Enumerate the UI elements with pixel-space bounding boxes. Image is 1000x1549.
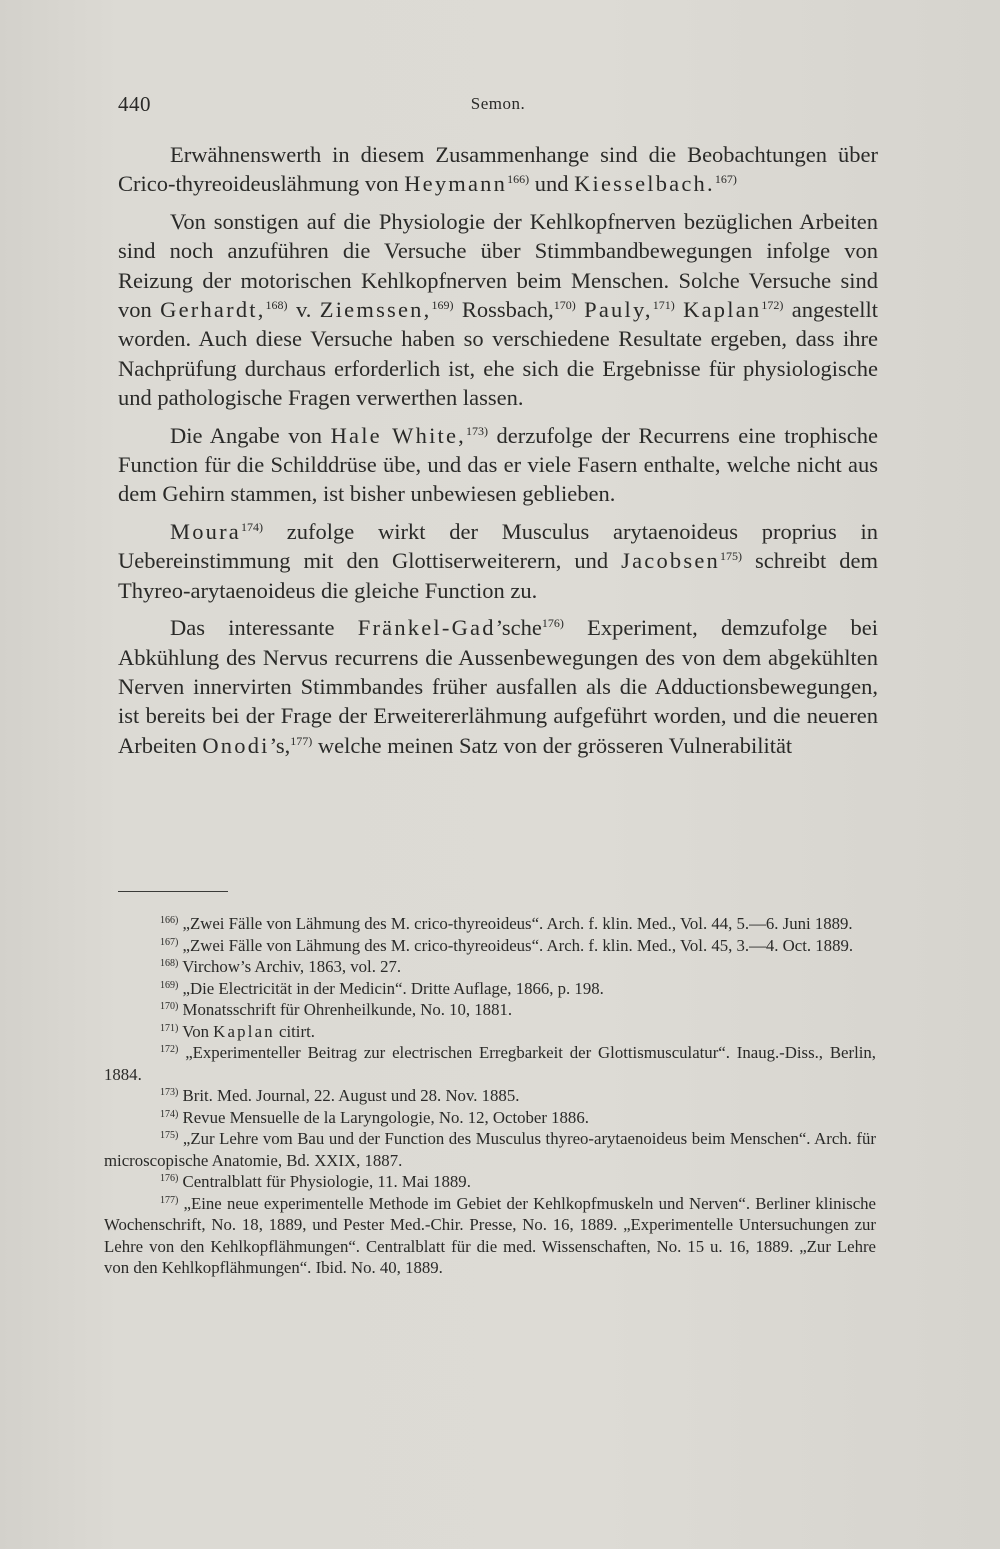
spaced-name: Jacobsen xyxy=(621,548,720,574)
text-run: zufolge wirkt der Musculus arytaenoideus proprius in Uebereinstimmung mit den Glottiserweiterern, und xyxy=(118,518,878,574)
footnote-reference[interactable]: 169) xyxy=(431,298,454,313)
page-header xyxy=(118,92,878,122)
spaced-name: Fränkel-Gad xyxy=(357,615,496,641)
footnote-number: 166) xyxy=(160,915,179,926)
spaced-name: Heymann xyxy=(404,171,508,197)
footnote xyxy=(104,1171,876,1193)
footnote-number: 172) xyxy=(160,1044,179,1055)
footnote-divider xyxy=(118,891,228,892)
text-run: „Zur Lehre vom Bau und der Function des Musculus thyreo-arytaenoideus beim Menschen“. Arch. für microscopische Anatomie, Bd. XXIX, 1887. xyxy=(104,1129,876,1170)
spaced-name: Kaplan xyxy=(683,297,762,323)
text-run xyxy=(675,297,683,322)
text-run: welche meinen Satz von der grösseren Vulnerabilität xyxy=(312,732,793,758)
spaced-name: Gerhardt, xyxy=(160,297,266,323)
text-run: „Experimenteller Beitrag zur electrischen Erregbarkeit der Glottismusculatur“. Inaug.-Diss., Berlin, 1884. xyxy=(104,1043,876,1084)
footnote-number: 177) xyxy=(160,1194,179,1206)
footnote xyxy=(104,1042,876,1085)
text-run: Erwähnenswerth in diesem Zusammenhange sind die Beobachtungen über Crico-thyreoideuslähmung von xyxy=(118,142,878,197)
text-run: Monatsschrift für Ohrenheilkunde, No. 10, 1881. xyxy=(178,1000,513,1019)
spaced-name: Pauly, xyxy=(584,297,653,323)
footnote-reference[interactable]: 171) xyxy=(652,298,675,313)
footnote xyxy=(104,935,876,957)
text-run: Von sonstigen auf die Physiologie der Kehlkopfnerven bezüglichen Arbeiten sind noch anzuführen die Versuche über Stimmbandbewegungen infolge von Reizung der motorischen Kehlkopfnerven beim Menschen. Solche Versuche sind von xyxy=(118,208,878,323)
text-run xyxy=(576,297,584,322)
text-run: Virchow’s Archiv, 1863, vol. 27. xyxy=(178,957,402,976)
text-run: Von xyxy=(178,1021,214,1041)
text-run: Experiment, demzufolge bei Abkühlung des Nervus recurrens die Aussenbewegungen des von dem abgekühlten Nerven innervirten Stimmbandes früher ausfallen als die Adductionsbewegungen, ist bereits bei der Frage der Erweitererlähmung aufgeführt worden, und die neueren Arbeiten xyxy=(118,615,879,758)
footnote-reference[interactable]: 174) xyxy=(241,519,263,534)
text-run: Das interessante xyxy=(170,615,358,641)
text-run: „Die Electricität in der Medicin“. Dritte Auflage, 1866, p. 198. xyxy=(178,978,604,998)
spaced-name: Moura xyxy=(170,518,241,544)
paragraph xyxy=(118,207,878,413)
text-run: „Zwei Fälle von Lähmung des M. crico-thyreoideus“. Arch. f. klin. Med., Vol. 45, 3.—4. Oct. 1889. xyxy=(178,935,854,955)
paragraph xyxy=(118,140,878,199)
footnote xyxy=(104,913,876,935)
text-run: citirt. xyxy=(274,1021,315,1041)
main-text xyxy=(118,140,878,760)
spaced-name: Kiesselbach. xyxy=(574,171,715,197)
footnote xyxy=(104,978,876,1000)
spaced-name: Onodi xyxy=(202,732,270,758)
text-run: Brit. Med. Journal, 22. August und 28. Nov. 1885. xyxy=(178,1086,520,1105)
footnote xyxy=(104,1128,876,1171)
footnote-number: 167) xyxy=(160,936,179,948)
footnote-reference[interactable]: 176) xyxy=(541,616,564,631)
footnote-number: 175) xyxy=(160,1130,179,1141)
paragraph xyxy=(118,517,878,605)
text-run: ’s, xyxy=(269,732,291,758)
footnote xyxy=(104,1021,876,1043)
footnote-reference[interactable]: 175) xyxy=(719,549,742,564)
footnote-number: 168) xyxy=(160,958,179,969)
paragraph xyxy=(118,613,878,760)
footnote xyxy=(104,1107,876,1129)
spaced-name: Hale White, xyxy=(330,422,466,448)
text-run: und xyxy=(529,171,575,197)
footnote-reference[interactable]: 177) xyxy=(290,733,313,748)
footnote-number: 169) xyxy=(160,979,179,991)
footnote-reference[interactable]: 166) xyxy=(507,172,530,187)
footnote-number: 171) xyxy=(160,1022,179,1034)
page-number: 440 xyxy=(118,92,151,116)
text-run: Centralblatt für Physiologie, 11. Mai 1889. xyxy=(178,1172,471,1191)
footnote xyxy=(104,956,876,978)
spaced-name: Kaplan xyxy=(213,1021,275,1041)
running-head: Semon. xyxy=(470,94,526,113)
footnote-reference[interactable]: 173) xyxy=(465,423,488,438)
text-run: v. xyxy=(287,297,320,323)
footnote-reference[interactable]: 167) xyxy=(714,172,737,187)
text-run: Die Angabe von xyxy=(170,422,331,448)
footnotes xyxy=(104,913,876,1279)
footnote-reference[interactable]: 170) xyxy=(553,298,576,313)
footnote-number: 176) xyxy=(160,1173,179,1184)
footnote-number: 173) xyxy=(160,1087,179,1098)
footnote-reference[interactable]: 172) xyxy=(761,298,784,313)
text-run: Rossbach, xyxy=(453,297,554,323)
footnote-number: 174) xyxy=(160,1108,179,1120)
text-run: angestellt worden. Auch diese Versuche haben so verschiedene Resultate ergeben, dass ihre Nachprüfung durchaus erforderlich ist, ehe sich die Ergebnisse für physiologische und pathologische Fragen verwerthen lassen. xyxy=(118,297,878,411)
footnote-reference[interactable]: 168) xyxy=(265,298,288,313)
footnote xyxy=(104,1193,876,1279)
text-run: ’sche xyxy=(495,615,542,641)
text-run: „Eine neue experimentelle Methode im Gebiet der Kehlkopfmuskeln und Nerven“. Berliner klinische Wochenschrift, No. 18, 1889, und Pester Med.-Chir. Presse, No. 16, 1889. „Experimentelle Untersuchungen zur Lehre von den Kehlkopflähmungen“. Centralblatt für die med. Wissenschaften, No. 15 u. 16, 1889. „Zur Lehre von den Kehlkopflähmungen“. Ibid. No. 40, 1889. xyxy=(104,1193,876,1277)
footnote xyxy=(104,1085,876,1107)
text-run: schreibt dem Thyreo-arytaenoideus die gleiche Function zu. xyxy=(118,548,879,603)
footnote xyxy=(104,999,876,1021)
footnote-number: 170) xyxy=(160,1001,179,1012)
text-run: derzufolge der Recurrens eine trophische Function für die Schilddrüse übe, und das er viele Fasern enthalte, welche nicht aus dem Gehirn stammen, ist bisher unbewiesen geblieben. xyxy=(118,422,878,507)
text-run: „Zwei Fälle von Lähmung des M. crico-thyreoideus“. Arch. f. klin. Med., Vol. 44, 5.—6. Juni 1889. xyxy=(178,914,853,933)
paragraph xyxy=(118,421,878,509)
text-run: Revue Mensuelle de la Laryngologie, No. 12, October 1886. xyxy=(178,1107,589,1127)
spaced-name: Ziemssen, xyxy=(319,297,432,323)
